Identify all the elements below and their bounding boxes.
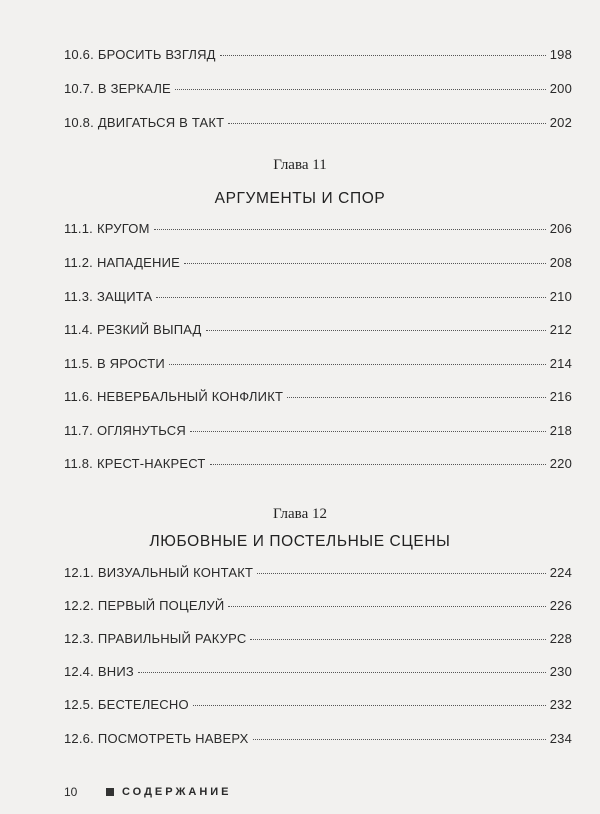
- entry-number: 10.7.: [64, 81, 94, 96]
- page-footer: [64, 782, 232, 802]
- entry-title: НЕВЕРБАЛЬНЫЙ КОНФЛИКТ: [96, 389, 284, 404]
- entry-title: ОГЛЯНУТЬСЯ: [96, 423, 186, 438]
- entry-page: 202: [549, 115, 572, 130]
- toc-entry[interactable]: [64, 322, 572, 342]
- toc-entry[interactable]: [64, 598, 572, 618]
- entry-number: 12.2.: [64, 598, 94, 613]
- entry-page: 228: [549, 631, 572, 646]
- entry-page: 200: [549, 81, 572, 96]
- entry-number: 10.6.: [64, 47, 94, 62]
- entry-title: В ЗЕРКАЛЕ: [97, 81, 171, 96]
- entry-number: 10.8.: [64, 115, 94, 130]
- chapter-title: ЛЮБОВНЫЕ И ПОСТЕЛЬНЫЕ СЦЕНЫ: [149, 533, 451, 550]
- entry-page: 218: [549, 423, 572, 438]
- entry-title: ПОСМОТРЕТЬ НАВЕРХ: [97, 731, 249, 746]
- entry-title: РЕЗКИЙ ВЫПАД: [96, 322, 202, 337]
- entry-title: КРУГОМ: [96, 221, 150, 236]
- toc-entry[interactable]: [64, 456, 572, 476]
- toc-entry[interactable]: [64, 565, 572, 585]
- toc-entry[interactable]: [64, 81, 572, 101]
- dot-leader: [154, 229, 546, 230]
- entry-number: 12.6.: [64, 731, 94, 746]
- dot-leader: [206, 330, 546, 331]
- running-head: СОДЕРЖАНИЕ: [122, 786, 232, 798]
- entry-number: 11.8.: [64, 456, 93, 471]
- toc-entry[interactable]: [64, 255, 572, 275]
- toc-entry[interactable]: [64, 356, 572, 376]
- toc-entry[interactable]: [64, 664, 572, 684]
- entry-page: 206: [549, 221, 572, 236]
- toc-entry[interactable]: [64, 221, 572, 241]
- dot-leader: [210, 464, 546, 465]
- entry-number: 11.5.: [64, 356, 93, 371]
- toc-entry[interactable]: [64, 731, 572, 751]
- entry-number: 11.7.: [64, 423, 93, 438]
- entry-number: 12.3.: [64, 631, 94, 646]
- entry-title: БРОСИТЬ ВЗГЛЯД: [97, 47, 216, 62]
- entry-number: 12.1.: [64, 565, 94, 580]
- dot-leader: [156, 297, 545, 298]
- toc-entry[interactable]: [64, 389, 572, 409]
- entry-title: ВНИЗ: [97, 664, 134, 679]
- dot-leader: [257, 573, 546, 574]
- entry-page: 208: [549, 255, 572, 270]
- square-bullet-icon: [106, 788, 114, 796]
- dot-leader: [193, 705, 546, 706]
- entry-title: ВИЗУАЛЬНЫЙ КОНТАКТ: [97, 565, 254, 580]
- toc-entry[interactable]: [64, 47, 572, 67]
- entry-number: 11.1.: [64, 221, 93, 236]
- entry-page: 198: [549, 47, 572, 62]
- entry-number: 11.4.: [64, 322, 93, 337]
- entry-title: ДВИГАТЬСЯ В ТАКТ: [97, 115, 225, 130]
- entry-page: 214: [549, 356, 572, 371]
- entry-number: 11.3.: [64, 289, 93, 304]
- dot-leader: [190, 431, 546, 432]
- toc-entry[interactable]: [64, 115, 572, 135]
- dot-leader: [138, 672, 546, 673]
- dot-leader: [250, 639, 545, 640]
- entry-page: 224: [549, 565, 572, 580]
- entry-title: В ЯРОСТИ: [96, 356, 165, 371]
- entry-page: 220: [549, 456, 572, 471]
- dot-leader: [169, 364, 546, 365]
- entry-page: 216: [549, 389, 572, 404]
- entry-number: 12.5.: [64, 697, 94, 712]
- dot-leader: [184, 263, 546, 264]
- entry-page: 232: [549, 697, 572, 712]
- entry-number: 11.2.: [64, 255, 93, 270]
- toc-entry[interactable]: [64, 423, 572, 443]
- dot-leader: [175, 89, 546, 90]
- dot-leader: [287, 397, 546, 398]
- entry-title: БЕСТЕЛЕСНО: [97, 697, 189, 712]
- toc-entry[interactable]: [64, 697, 572, 717]
- entry-title: КРЕСТ-НАКРЕСТ: [96, 456, 206, 471]
- entry-title: НАПАДЕНИЕ: [96, 255, 180, 270]
- entry-title: ПРАВИЛЬНЫЙ РАКУРС: [97, 631, 247, 646]
- entry-number: 12.4.: [64, 664, 94, 679]
- entry-number: 11.6.: [64, 389, 93, 404]
- entry-page: 230: [549, 664, 572, 679]
- folio-number: 10: [64, 785, 78, 799]
- toc-entry[interactable]: [64, 289, 572, 309]
- dot-leader: [220, 55, 546, 56]
- chapter-label: Глава 12: [273, 506, 327, 522]
- dot-leader: [228, 123, 545, 124]
- dot-leader: [253, 739, 546, 740]
- dot-leader: [228, 606, 545, 607]
- entry-page: 234: [549, 731, 572, 746]
- entry-page: 226: [549, 598, 572, 613]
- entry-title: ЗАЩИТА: [96, 289, 153, 304]
- toc-entry[interactable]: [64, 631, 572, 651]
- entry-page: 212: [549, 322, 572, 337]
- chapter-title: АРГУМЕНТЫ И СПОР: [214, 190, 386, 207]
- chapter-label: Глава 11: [273, 157, 327, 173]
- entry-title: ПЕРВЫЙ ПОЦЕЛУЙ: [97, 598, 225, 613]
- entry-page: 210: [549, 289, 572, 304]
